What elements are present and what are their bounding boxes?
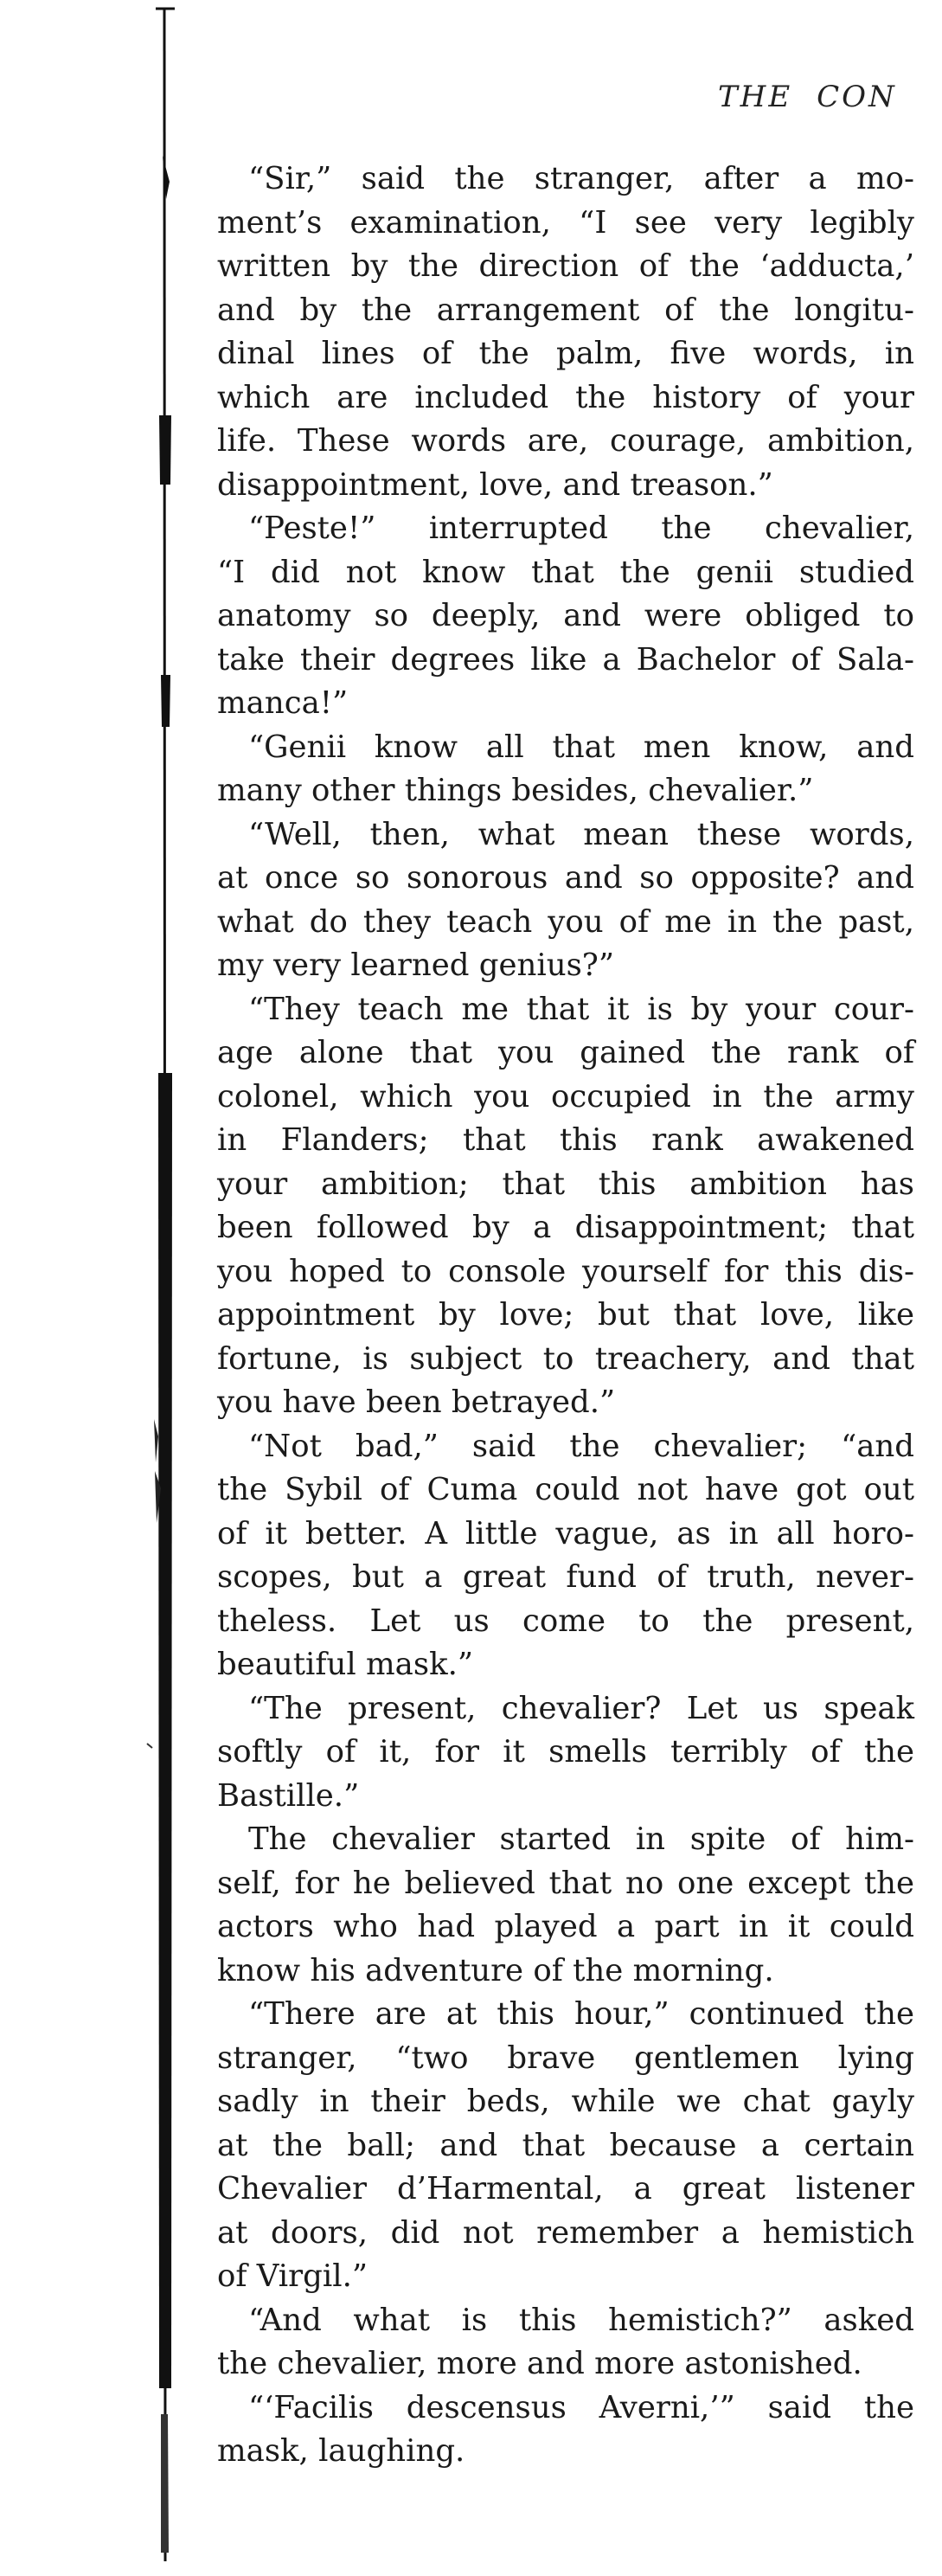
paragraph — [217, 157, 914, 507]
text-line: your ambition; that this ambition has — [217, 1166, 914, 1202]
paragraph — [217, 1687, 914, 1819]
text-line: “They teach me that it is by your cour- — [248, 991, 914, 1027]
text-line: and by the arrangement of the longitu- — [217, 292, 914, 328]
text-line: “And what is this hemistich?” asked — [248, 2302, 914, 2338]
text-line: of it better. A little vague, as in all horo- — [217, 1515, 914, 1551]
text-line: “‘Facilis descensus Averni,’” said the — [248, 2389, 914, 2425]
paragraph — [217, 1993, 914, 2299]
text-line: what do they teach you of me in the past, — [217, 903, 914, 940]
text-line: take their degrees like a Bachelor of Sala- — [217, 641, 914, 678]
text-line: “Sir,” said the stranger, after a mo- — [248, 161, 914, 196]
text-line: of Virgil.” — [217, 2258, 368, 2294]
text-line: which are included the history of your — [217, 379, 914, 415]
text-line: softly of it, for it smells terribly of the — [217, 1734, 914, 1770]
text-line: sadly in their beds, while we chat gayly — [217, 2084, 914, 2119]
paragraph — [217, 1818, 914, 1993]
binding-edge-shadow — [130, 0, 182, 2576]
text-line: been followed by a disappointment; that — [217, 1210, 914, 1245]
text-line: manca!” — [217, 685, 349, 721]
text-line: the chevalier, more and more astonished. — [217, 2346, 862, 2381]
text-line: age alone that you gained the rank of — [217, 1035, 914, 1070]
text-line: Chevalier d’Harmental, a great listener — [217, 2171, 914, 2207]
text-line: disappointment, love, and treason.” — [217, 466, 773, 503]
paragraph — [217, 2299, 914, 2386]
text-line: “Well, then, what mean these words, — [248, 816, 914, 852]
text-line: “Peste!” interrupted the chevalier, — [248, 511, 914, 546]
text-line: “Not bad,” said the chevalier; “and — [248, 1428, 914, 1464]
text-line: appointment by love; but that love, like — [217, 1297, 914, 1333]
text-line: my very learned genius?” — [217, 948, 614, 983]
text-line: mask, laughing. — [217, 2433, 465, 2469]
text-line: written by the direction of the ‘adducta,’ — [217, 248, 914, 284]
text-line: Bastille.” — [217, 1777, 360, 1814]
binding-edge — [130, 0, 182, 2576]
running-head-word-2: CON — [817, 80, 897, 114]
text-line: at doors, did not remember a hemistich — [217, 2214, 914, 2251]
paragraph — [217, 1425, 914, 1687]
text-line: you have been betrayed.” — [217, 1384, 616, 1420]
running-head — [718, 80, 897, 114]
text-line: fortune, is subject to treachery, and that — [217, 1340, 914, 1377]
text-line: actors who had played a part in it could — [217, 1909, 914, 1944]
body-text — [217, 157, 914, 2474]
text-line: colonel, which you occupied in the army — [217, 1078, 914, 1115]
text-line: the Sybil of Cuma could not have got out — [217, 1472, 914, 1507]
text-line: beautiful mask.” — [217, 1647, 474, 1682]
text-line: stranger, “two brave gentlemen lying — [217, 2040, 914, 2076]
text-line: self, for he believed that no one except the — [217, 1865, 914, 1901]
text-line: theless. Let us come to the present, — [217, 1603, 914, 1639]
text-line: scopes, but a great fund of truth, never- — [217, 1559, 914, 1595]
paragraph — [217, 2386, 914, 2474]
text-line: “I did not know that the genii studied — [217, 554, 914, 590]
text-line: life. These words are, courage, ambition, — [217, 423, 914, 459]
paragraph — [217, 507, 914, 726]
text-line: anatomy so deeply, and were obliged to — [217, 598, 914, 633]
text-line: in Flanders; that this rank awakened — [217, 1122, 914, 1158]
paragraph — [217, 726, 914, 813]
text-line: “Genii know all that men know, and — [248, 729, 914, 765]
text-line: many other things besides, chevalier.” — [217, 773, 814, 808]
text-line: “There are at this hour,” continued the — [248, 1996, 914, 2032]
text-line: at the ball; and that because a certain — [217, 2127, 914, 2163]
text-line: The chevalier started in spite of him- — [248, 1821, 914, 1857]
paragraph — [217, 813, 914, 988]
paragraph — [217, 988, 914, 1425]
text-line: dinal lines of the palm, five words, in — [217, 336, 914, 371]
text-line: you hoped to console yourself for this dis- — [217, 1253, 914, 1289]
text-line: at once so sonorous and so opposite? and — [217, 860, 914, 896]
text-line: “The present, chevalier? Let us speak — [248, 1690, 914, 1726]
text-line: ment’s examination, “I see very legibly — [217, 204, 914, 241]
text-line: know his adventure of the morning. — [217, 1952, 774, 1988]
running-head-word-1: THE — [718, 80, 793, 114]
